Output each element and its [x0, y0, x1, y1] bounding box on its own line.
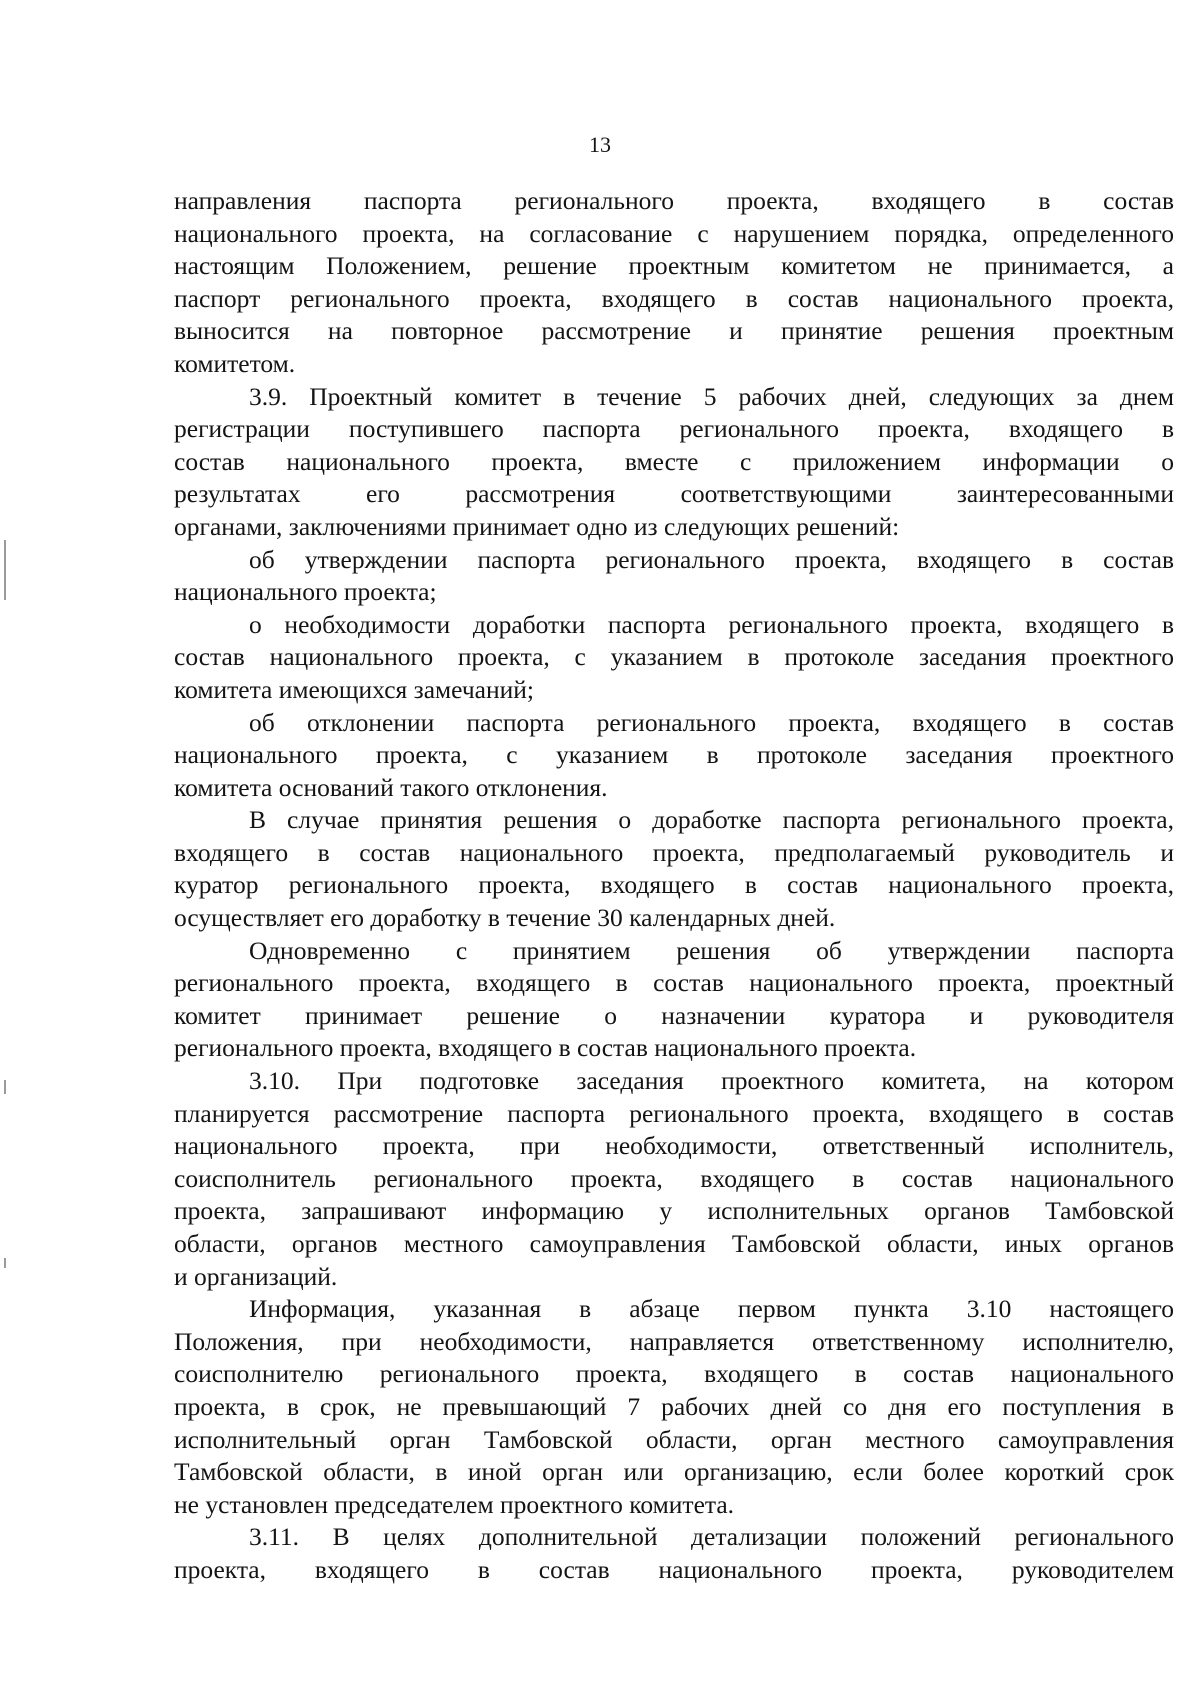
text-line: об утверждении паспорта регионального проекта, входящего в состав: [249, 544, 1174, 574]
text-line: национального проекта;: [174, 577, 437, 607]
text-line: национального проекта, с указанием в протоколе заседания проектного: [174, 740, 1174, 770]
scan-edge-mark: [4, 1080, 6, 1094]
scan-edge-mark: [4, 1258, 6, 1268]
page-number: 13: [589, 132, 611, 157]
text-line: органами, заключениями принимает одно из следующих решений:: [174, 511, 900, 541]
text-line: паспорт регионального проекта, входящего в состав национального проекта,: [174, 283, 1174, 313]
text-line: Положения, при необходимости, направляется ответственному исполнителю,: [174, 1326, 1174, 1356]
text-line: проекта, в срок, не превышающий 7 рабочих дней со дня его поступления в: [174, 1391, 1174, 1421]
text-line: об отклонении паспорта регионального проекта, входящего в состав: [249, 707, 1174, 737]
text-line: осуществляет его доработку в течение 30 календарных дней.: [174, 903, 836, 933]
text-line: планируется рассмотрение паспорта регионального проекта, входящего в состав: [174, 1098, 1174, 1128]
text-line: и организаций.: [174, 1261, 338, 1291]
scan-edge-mark: [4, 540, 6, 600]
text-line: Тамбовской области, в иной орган или организацию, если более короткий срок: [174, 1457, 1174, 1487]
text-line: соисполнителю регионального проекта, входящего в состав национального: [174, 1359, 1174, 1389]
text-line: состав национального проекта, с указанием в протоколе заседания проектного: [174, 642, 1174, 672]
text-line: состав национального проекта, вместе с приложением информации о: [174, 446, 1174, 476]
text-line: направления паспорта регионального проекта, входящего в состав: [174, 186, 1174, 215]
text-line: В случае принятия решения о доработке паспорта регионального проекта,: [249, 805, 1174, 835]
text-line: входящего в состав национального проекта, предполагаемый руководитель и: [174, 837, 1174, 867]
text-line: комитетом.: [174, 348, 296, 378]
text-line: Одновременно с принятием решения об утверждении паспорта: [249, 935, 1174, 965]
text-line: о необходимости доработки паспорта регионального проекта, входящего в: [249, 609, 1174, 639]
text-line: соисполнитель регионального проекта, входящего в состав национального: [174, 1163, 1174, 1193]
text-line: национального проекта, при необходимости, ответственный исполнитель,: [174, 1131, 1174, 1161]
text-line: результатах его рассмотрения соответствующими заинтересованными: [174, 479, 1174, 509]
text-line: 3.11. В целях дополнительной детализации положений регионального: [249, 1522, 1174, 1552]
text-line: проекта, запрашивают информацию у исполнительных органов Тамбовской: [174, 1196, 1174, 1226]
text-line: комитета имеющихся замечаний;: [174, 674, 535, 704]
text-line: национального проекта, на согласование с нарушением порядка, определенного: [174, 218, 1174, 248]
text-line: не установлен председателем проектного комитета.: [174, 1489, 735, 1519]
text-line: регионального проекта, входящего в состав национального проекта.: [174, 1033, 917, 1063]
text-line: куратор регионального проекта, входящего в состав национального проекта,: [174, 870, 1174, 900]
text-line: 3.10. При подготовке заседания проектного комитета, на котором: [249, 1066, 1174, 1096]
text-line: Информация, указанная в абзаце первом пункта 3.10 настоящего: [249, 1294, 1174, 1324]
text-line: комитет принимает решение о назначении куратора и руководителя: [174, 1000, 1174, 1030]
text-line: исполнительный орган Тамбовской области, орган местного самоуправления: [174, 1424, 1174, 1454]
text-line: регистрации поступившего паспорта регионального проекта, входящего в: [174, 414, 1174, 444]
document-body: [174, 185, 1174, 1587]
text-line: проекта, входящего в состав национального проекта, руководителем: [174, 1554, 1174, 1584]
text-line: регионального проекта, входящего в состав национального проекта, проектный: [174, 968, 1174, 998]
text-line: выносится на повторное рассмотрение и принятие решения проектным: [174, 316, 1174, 346]
text-line: настоящим Положением, решение проектным комитетом не принимается, а: [174, 251, 1174, 281]
text-line: 3.9. Проектный комитет в течение 5 рабочих дней, следующих за днем: [249, 381, 1174, 411]
text-line: комитета оснований такого отклонения.: [174, 772, 608, 802]
text-line: области, органов местного самоуправления Тамбовской области, иных органов: [174, 1229, 1174, 1258]
